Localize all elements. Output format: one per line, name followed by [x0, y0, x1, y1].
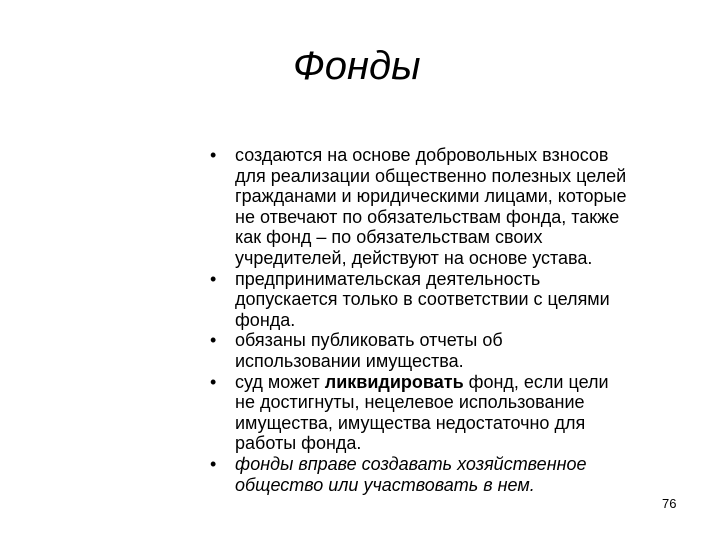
- bullet-item-1: [208, 145, 678, 269]
- bullet-1-line-6: учредителей, действуют на основе устава.: [235, 247, 593, 268]
- bullet-mark: •: [210, 371, 217, 392]
- bullet-4-line-4: работы фонда.: [235, 433, 362, 454]
- bullet-mark: •: [210, 453, 217, 474]
- bullet-item-2: [208, 269, 678, 331]
- bullet-5-line-1: фонды вправе создавать хозяйственное: [235, 453, 587, 474]
- bullet-item-5: [208, 454, 678, 495]
- slide-title: Фонды: [293, 44, 421, 88]
- bullet-2-line-2: допускается только в соответствии с целями: [235, 289, 610, 310]
- bullet-4-text-after: фонд, если цели: [463, 371, 609, 392]
- bullet-mark: •: [210, 330, 217, 351]
- bullet-item-3: [208, 330, 678, 371]
- bullet-4-line-1: [235, 372, 678, 393]
- bullet-2-line-1: предпринимательская деятельность: [235, 268, 541, 289]
- bullet-mark: •: [210, 268, 217, 289]
- bullet-4-bold-word: ликвидировать: [324, 371, 464, 392]
- bullet-item-4: [208, 372, 678, 454]
- bullet-1-line-3: гражданами и юридическими лицами, которые: [235, 186, 627, 207]
- bullet-list: [208, 145, 678, 495]
- bullet-4-text-before: суд может: [235, 371, 325, 392]
- bullet-1-line-5: как фонд – по обязательствам своих: [235, 227, 543, 248]
- bullet-3-line-1: обязаны публиковать отчеты об: [235, 330, 503, 351]
- bullet-1-line-4: не отвечают по обязательствам фонда, также: [235, 206, 620, 227]
- bullet-2-line-3: фонда.: [235, 309, 296, 330]
- bullet-3-line-2: использовании имущества.: [235, 350, 464, 371]
- bullet-1-line-1: создаются на основе добровольных взносов: [235, 145, 609, 165]
- page-number: 76: [662, 496, 677, 511]
- bullet-5-line-2: общество или участвовать в нем.: [235, 474, 535, 495]
- bullet-4-line-3: имущества, имущества недостаточно для: [235, 412, 586, 433]
- bullet-1-line-2: для реализации общественно полезных целей: [235, 165, 627, 186]
- bullet-4-line-2: не достигнуты, нецелевое использование: [235, 392, 585, 413]
- bullet-mark: •: [210, 145, 217, 165]
